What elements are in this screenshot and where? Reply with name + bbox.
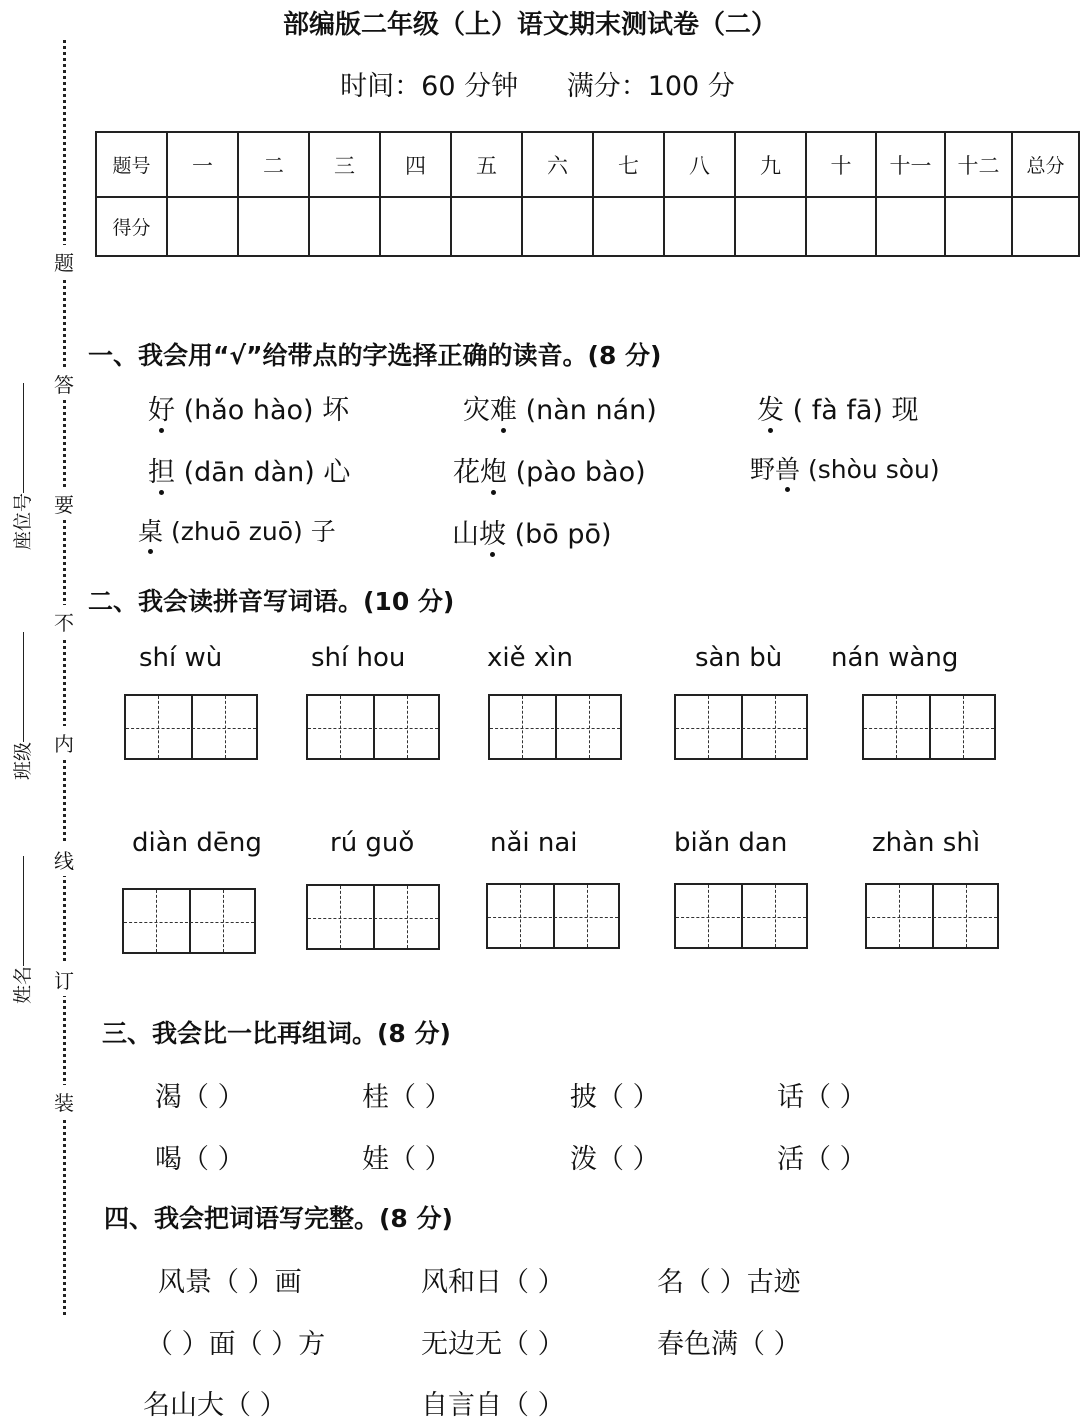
pinyin-label: nán wàng	[831, 643, 959, 673]
pinyin-label: shí wù	[139, 643, 223, 673]
dotted-char: 难	[490, 388, 517, 427]
item-pre: 野	[750, 455, 776, 484]
pinyin-label: nǎi nai	[490, 828, 578, 858]
writing-grid[interactable]	[122, 888, 256, 954]
section3-title: 三、我会比一比再组词。(8 分)	[102, 1019, 451, 1048]
score-col-header: 二	[238, 132, 309, 197]
score-cell[interactable]	[522, 197, 593, 256]
item-post: 子	[310, 517, 336, 546]
item-post: 现	[891, 395, 919, 426]
writing-grid[interactable]	[674, 883, 808, 949]
score-cell[interactable]	[380, 197, 451, 256]
score-col-header: 三	[309, 132, 380, 197]
reading-item	[138, 512, 336, 548]
reading-options[interactable]: (pào bào)	[507, 457, 646, 488]
section4-title: 四、我会把词语写完整。(8 分)	[104, 1204, 453, 1233]
reading-item	[148, 388, 349, 427]
compare-word-item[interactable]: 桂（ ）	[362, 1082, 452, 1113]
score-cell[interactable]	[238, 197, 309, 256]
margin-char: 内	[54, 726, 74, 759]
pinyin-label: zhàn shì	[872, 828, 981, 858]
score-col-header: 八	[664, 132, 735, 197]
compare-word-item[interactable]: 活（ ）	[777, 1144, 867, 1175]
reading-options[interactable]: (dān dàn)	[175, 457, 324, 488]
score-cell[interactable]	[945, 197, 1012, 256]
score-col-header: 四	[380, 132, 451, 197]
item-pre: 山	[452, 519, 479, 550]
score-label: 得分	[96, 197, 167, 256]
dotted-char: 发	[757, 388, 784, 427]
pinyin-label: diàn dēng	[132, 828, 262, 858]
reading-item	[463, 388, 657, 427]
seat-number-blank[interactable]	[23, 383, 24, 493]
score-cell[interactable]	[309, 197, 380, 256]
name-blank[interactable]	[23, 856, 24, 966]
score-cell[interactable]	[451, 197, 522, 256]
score-col-header: 七	[593, 132, 664, 197]
writing-grid[interactable]	[862, 694, 996, 760]
dotted-char: 坡	[479, 512, 506, 551]
compare-word-item[interactable]: 喝（ ）	[155, 1144, 245, 1175]
score-col-header-total: 总分	[1012, 132, 1079, 197]
score-cell[interactable]	[735, 197, 806, 256]
score-cell[interactable]	[167, 197, 238, 256]
dotted-char: 桌	[138, 512, 163, 548]
writing-grid[interactable]	[674, 694, 808, 760]
idiom-item[interactable]: 名山大（ ）	[143, 1390, 287, 1421]
class-blank[interactable]	[23, 632, 24, 742]
idiom-item[interactable]: 无边无（ ）	[421, 1329, 565, 1360]
reading-options[interactable]: (bō pō)	[506, 519, 612, 550]
score-col-header: 一	[167, 132, 238, 197]
score-table-score-row	[96, 197, 1079, 256]
reading-options[interactable]: (nàn nán)	[517, 395, 657, 426]
page-title: 部编版二年级（上）语文期末测试卷（二）	[282, 10, 777, 40]
margin-char: 装	[54, 1085, 74, 1118]
full-score: 满分：100 分	[566, 71, 735, 102]
time-limit: 时间：60 分钟	[340, 71, 519, 102]
section2-title: 二、我会读拼音写词语。(10 分)	[88, 587, 455, 616]
idiom-item[interactable]: 自言自（ ）	[421, 1390, 565, 1421]
writing-grid[interactable]	[306, 694, 440, 760]
reading-item	[452, 512, 612, 551]
score-col-header: 十	[806, 132, 876, 197]
dotted-char: 好	[148, 388, 175, 427]
writing-grid[interactable]	[486, 883, 620, 949]
reading-item	[750, 450, 940, 486]
margin-char: 要	[54, 487, 74, 520]
score-table-header-row	[96, 132, 1079, 197]
compare-word-item[interactable]: 渴（ ）	[155, 1082, 245, 1113]
item-pre: 花	[453, 457, 480, 488]
class-label: 班级	[12, 741, 34, 780]
margin-char: 不	[54, 605, 74, 638]
score-cell[interactable]	[876, 197, 945, 256]
idiom-item[interactable]: 风和日（ ）	[421, 1267, 565, 1298]
writing-grid[interactable]	[865, 883, 999, 949]
margin-char: 答	[54, 367, 74, 400]
reading-options[interactable]: ( fà fā)	[784, 395, 892, 426]
question-number-label: 题号	[96, 132, 167, 197]
dotted-char: 兽	[775, 450, 800, 486]
reading-options[interactable]: (hǎo hào)	[175, 395, 323, 426]
score-cell-total[interactable]	[1012, 197, 1079, 256]
pinyin-label: rú guǒ	[330, 828, 415, 858]
reading-item	[453, 450, 646, 489]
pinyin-label: biǎn dan	[674, 828, 788, 858]
reading-options[interactable]: (zhuō zuō)	[163, 517, 311, 546]
score-col-header: 六	[522, 132, 593, 197]
reading-item	[757, 388, 919, 427]
item-pre: 灾	[463, 395, 490, 426]
name-label: 姓名	[12, 965, 34, 1004]
writing-grid[interactable]	[488, 694, 622, 760]
idiom-item[interactable]: 名（ ）古迹	[657, 1267, 801, 1298]
reading-options[interactable]: (shòu sòu)	[800, 455, 940, 484]
score-col-header: 五	[451, 132, 522, 197]
score-cell[interactable]	[806, 197, 876, 256]
score-col-header: 九	[735, 132, 806, 197]
idiom-item[interactable]: 春色满（ ）	[657, 1329, 801, 1360]
score-col-header: 十二	[945, 132, 1012, 197]
dotted-char: 担	[148, 450, 175, 489]
compare-word-item[interactable]: 话（ ）	[777, 1082, 867, 1113]
compare-word-item[interactable]: 披（ ）	[570, 1082, 660, 1113]
compare-word-item[interactable]: 泼（ ）	[570, 1144, 660, 1175]
seat-number-label: 座位号	[12, 492, 34, 550]
item-post: 心	[323, 457, 351, 488]
score-cell[interactable]	[593, 197, 664, 256]
idiom-item[interactable]: 风景（ ）画	[158, 1267, 302, 1298]
section1-title: 一、我会用“√”给带点的字选择正确的读音。(8 分)	[88, 341, 662, 370]
margin-char: 线	[54, 843, 74, 876]
compare-word-item[interactable]: 娃（ ）	[362, 1144, 452, 1175]
item-post: 坏	[322, 395, 350, 426]
dotted-char: 炮	[480, 450, 507, 489]
binding-dotted-line	[63, 40, 66, 1315]
pinyin-label: sàn bù	[695, 643, 783, 673]
idiom-item[interactable]: （ ）面（ ）方	[146, 1329, 326, 1360]
score-table	[95, 131, 1080, 257]
seat-number-field	[8, 383, 35, 550]
margin-char: 订	[54, 963, 74, 996]
pinyin-label: xiě xìn	[487, 643, 573, 673]
name-field	[8, 856, 35, 1004]
score-cell[interactable]	[664, 197, 735, 256]
margin-char: 题	[54, 245, 74, 278]
pinyin-label: shí hou	[311, 643, 406, 673]
class-field	[8, 632, 35, 780]
writing-grid[interactable]	[124, 694, 258, 760]
score-col-header: 十一	[876, 132, 945, 197]
writing-grid[interactable]	[306, 884, 440, 950]
reading-item	[148, 450, 350, 489]
exam-info	[0, 64, 1075, 103]
